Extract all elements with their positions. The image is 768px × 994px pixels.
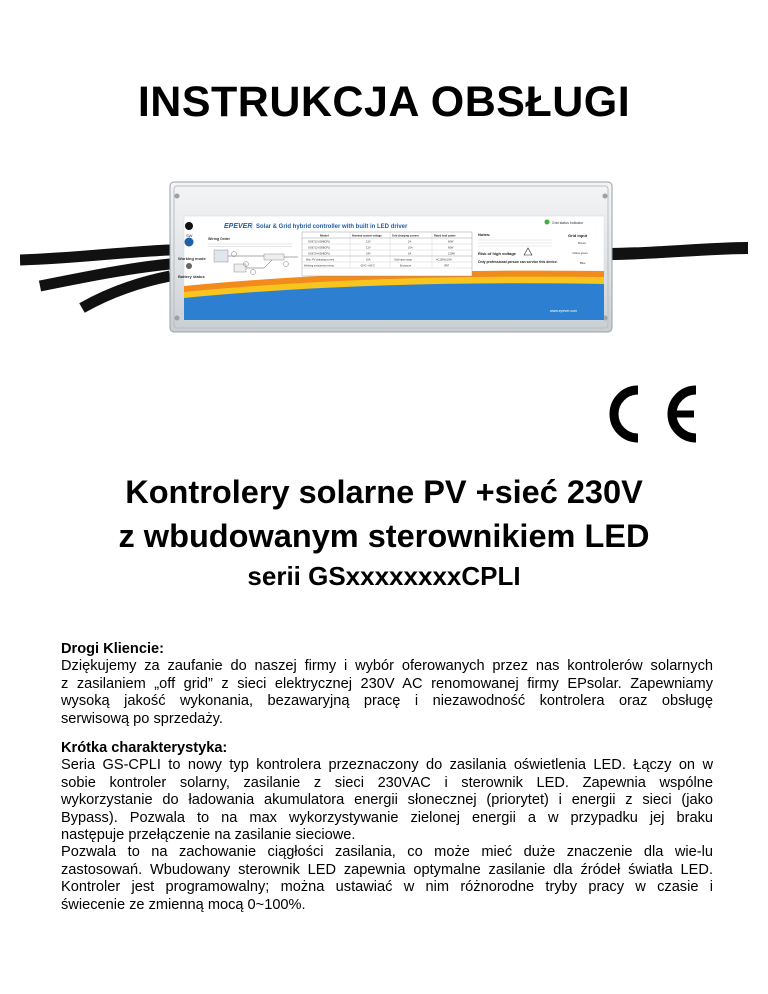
grid-led-icon <box>545 220 550 225</box>
right-cable <box>610 248 748 254</box>
pv-panel-icon <box>214 250 228 262</box>
table-cell: Working environment temp. <box>304 264 335 268</box>
table-cell: Grid input range <box>394 258 412 262</box>
product-series-title: serii GSxxxxxxxxCPLI <box>247 561 521 591</box>
battery-status-label: Battery status <box>178 274 205 279</box>
section-heading: Krótka charakterystyka: <box>61 740 228 756</box>
table-cell: Enclosure <box>400 264 412 268</box>
section-heading: Drogi Kliencie: <box>61 641 164 657</box>
table-header-grid-current: Grid charging current <box>392 234 419 238</box>
paragraph-line: Dziękujemy za zaufanie do naszej firmy i wybór oferowanych przez nas kontrolerów solarnych <box>61 658 713 675</box>
website-text: www.epever.com <box>550 309 578 313</box>
table-cell: 10A <box>408 246 413 250</box>
notes-title: Notes: <box>478 232 491 237</box>
wiring-order-label: Wiring Order <box>208 237 230 241</box>
paragraph-line: z zasilaniem „off grid” z sieci elektrycznej 230V AC renomowanej firmy EPsolar. Zapewniamy <box>61 675 713 692</box>
table-cell: Max. PV charging current <box>306 258 335 262</box>
table-header-load-power: Rated load power <box>434 234 456 238</box>
paragraph-line: następuje przełączenie na zasilanie sieciowe. <box>61 827 356 844</box>
paragraph-line: Kontroler jest programowalny; można ustawiać w nim różnorodne tryby pracy w czasie i <box>61 879 713 896</box>
table-cell: GS6724-000BCPLI <box>308 252 331 256</box>
table-cell: 12V <box>366 246 371 250</box>
blue-label: Blue <box>580 261 586 265</box>
brand-logo: EPEVER <box>224 223 253 230</box>
paragraph-line: Bypass). Pozwala to na max wykorzystywanie zielonej energii a w przypadku jej braku <box>61 809 713 826</box>
table-cell: GS6712-000BCPLI <box>308 240 331 244</box>
paragraph-line: zastosowań. Wbudowany sterownik LED zapewnia optymalne zasilanie dla źródeł światła LED. <box>61 861 713 878</box>
grid-indicator-label: Grid status indicator <box>552 221 584 225</box>
table-cell: -35°C~+60°C <box>360 264 375 268</box>
left-cables <box>20 250 170 308</box>
table-cell: 120W <box>448 252 455 256</box>
risk-text: Risk of high voltage <box>478 251 517 256</box>
paragraph-line: Pozwala to na zachowanie ciągłości zasilania, co może mieć duże znaczenie dla wie-lu <box>61 844 713 861</box>
controller-icon <box>264 254 284 260</box>
table-header-model: Model <box>320 233 329 238</box>
table-header-voltage: Nominal system voltage <box>352 234 382 238</box>
table-cell: 60W <box>448 240 454 244</box>
table-cell: 24V <box>366 252 371 256</box>
paragraph-line: wykorzystanie do ładowania akumulatora energii słonecznej (priorytet) i energii z sieci (jako <box>61 792 713 809</box>
paragraph-line: wysoką jakość wykonania, bezawaryjną pracę i niezawodność kontrolera oraz obsługę <box>61 693 713 710</box>
paragraph-line: świecenie ze zmienną mocą 0~100%. <box>61 896 306 913</box>
device-header-text: Solar & Grid hybrid controller with built in LED driver <box>256 224 408 230</box>
product-title-line2: z wbudowanym sterownikiem LED <box>118 518 650 554</box>
sw-label: SW <box>186 233 193 238</box>
document-title: INSTRUKCJA OBSŁUGI <box>137 78 631 126</box>
paragraph-line: Seria GS-CPLI to nowy typ kontrolera przeznaczony do zasilania oświetlenia LED. Łączy on w <box>61 757 713 774</box>
controller-device-image <box>20 168 748 344</box>
table-cell: 60W <box>448 246 454 250</box>
product-title-line1: Kontrolery solarne PV +sieć 230V <box>125 474 643 510</box>
paragraph-line: serwisową po sprzedaży. <box>61 710 223 727</box>
ce-mark-icon <box>598 378 706 450</box>
working-mode-label: Working mode <box>178 256 206 261</box>
grid-input-label: Grid input <box>568 233 588 238</box>
battery-icon <box>234 264 246 272</box>
table-cell: AC100V±10% <box>436 258 452 262</box>
paragraph-line: sobie kontroler solarny, zasilanie z sieci 230VAC i sterownik LED. Zapewnia wspólne <box>61 774 713 791</box>
section-characteristics <box>61 740 713 914</box>
table-cell: 10A <box>366 258 371 262</box>
brown-label: Brown <box>578 241 586 245</box>
section-dear-customer <box>61 641 713 728</box>
spec-table <box>302 232 472 276</box>
yellow-green-label: Yellow green <box>572 251 588 255</box>
table-cell: 5A <box>408 252 412 256</box>
table-cell: GS6712-000BCPLI <box>308 246 331 250</box>
table-cell: 2A <box>408 240 412 244</box>
table-cell: IP67 <box>444 264 450 268</box>
table-cell: 12V <box>366 240 371 244</box>
professional-warning: Only professional person can service this device. <box>478 260 558 264</box>
